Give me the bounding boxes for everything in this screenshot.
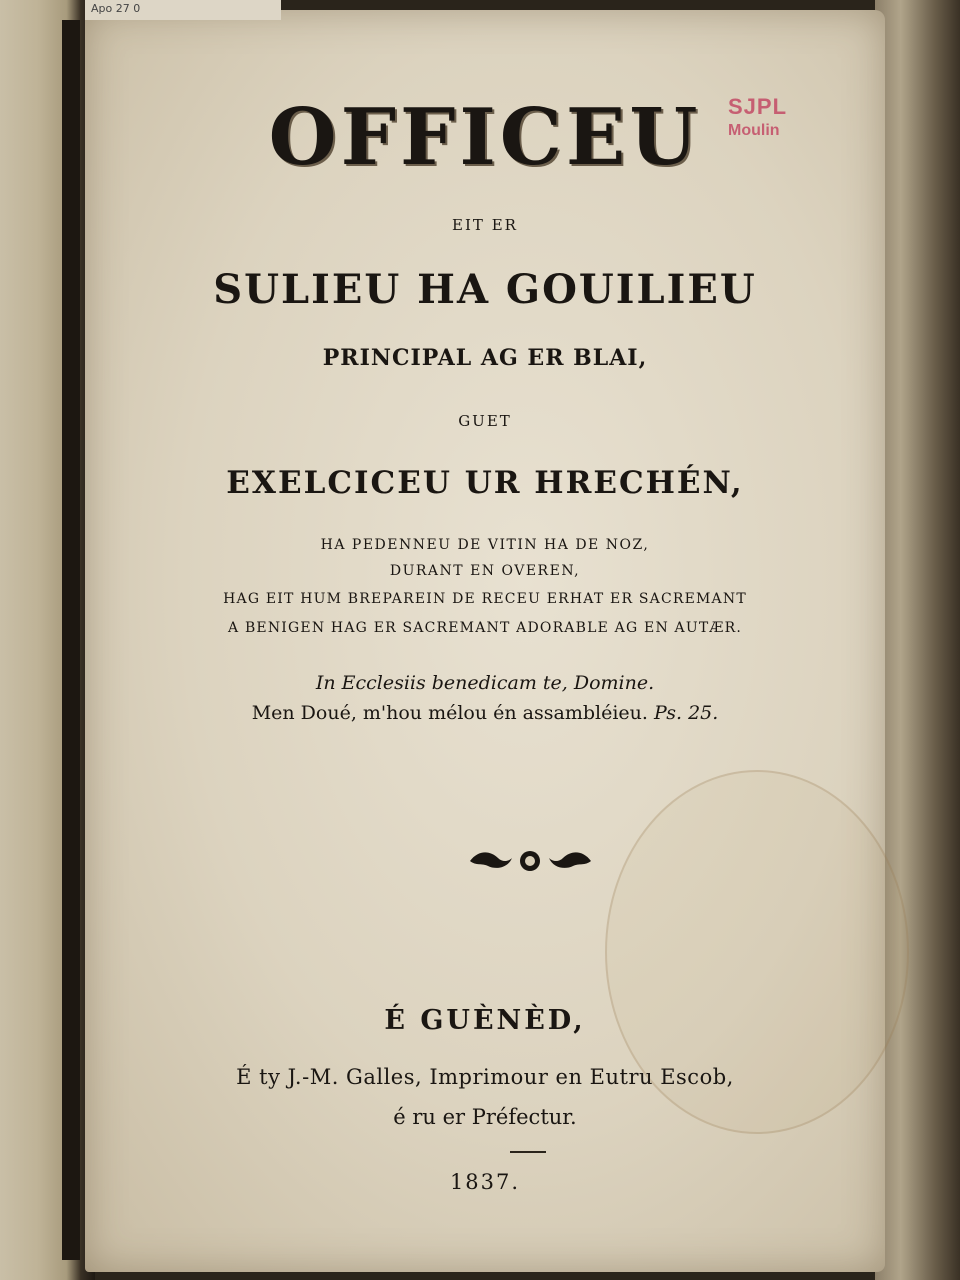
book-spine-gap — [62, 20, 80, 1260]
description-line-2: DURANT EN OVEREN, — [389, 563, 581, 579]
imprint-place: É GUÈNÈD, — [384, 1005, 586, 1036]
imprint-street: é ru er Préfectur. — [393, 1105, 577, 1129]
subtitle-eit-er: EIT ER — [452, 216, 518, 234]
description-line-4: A BENIGEN HAG ER SACREMANT ADORABLE AG EN AUTÆR. — [227, 620, 742, 636]
imprint-year: 1837. — [449, 1170, 521, 1194]
book-title: OFFICEU — [268, 92, 702, 183]
subtitle-sulieu: SULIEU HA GOUILIEU — [213, 266, 757, 313]
book-binding-right — [875, 0, 960, 1280]
description-line-1: HA PEDENNEU DE VITIN HA DE NOZ, — [320, 537, 650, 553]
subtitle-guet: GUET — [458, 412, 512, 430]
subtitle-exelciceu: EXELCICEU UR HRECHÉN, — [226, 465, 744, 501]
underlying-page-strip — [85, 0, 281, 20]
stamp-line-1: SJPL — [728, 94, 788, 119]
underlying-page-text: Apo 27 0 — [91, 2, 141, 15]
fleuron-ornament-icon — [468, 846, 593, 876]
subtitle-principal: PRINCIPAL AG ER BLAI, — [322, 345, 648, 371]
epigraph-latin: In Ecclesiis benedicam te, Domine. — [315, 672, 655, 694]
imprint-rule — [510, 1151, 546, 1153]
psalm-reference: Ps. 25. — [653, 702, 719, 724]
stamp-line-2: Moulin — [728, 122, 780, 139]
imprint-printer: É ty J.-M. Galles, Imprimour en Eutru Escob, — [236, 1065, 734, 1089]
description-line-3: HAG EIT HUM BREPAREIN DE RECEU ERHAT ER SACREMANT — [223, 591, 747, 607]
epigraph-breton — [85, 702, 885, 724]
epigraph-breton-text: Men Doué, m'hou mélou én assambléieu. — [251, 702, 648, 724]
book-binding-left — [0, 0, 95, 1280]
